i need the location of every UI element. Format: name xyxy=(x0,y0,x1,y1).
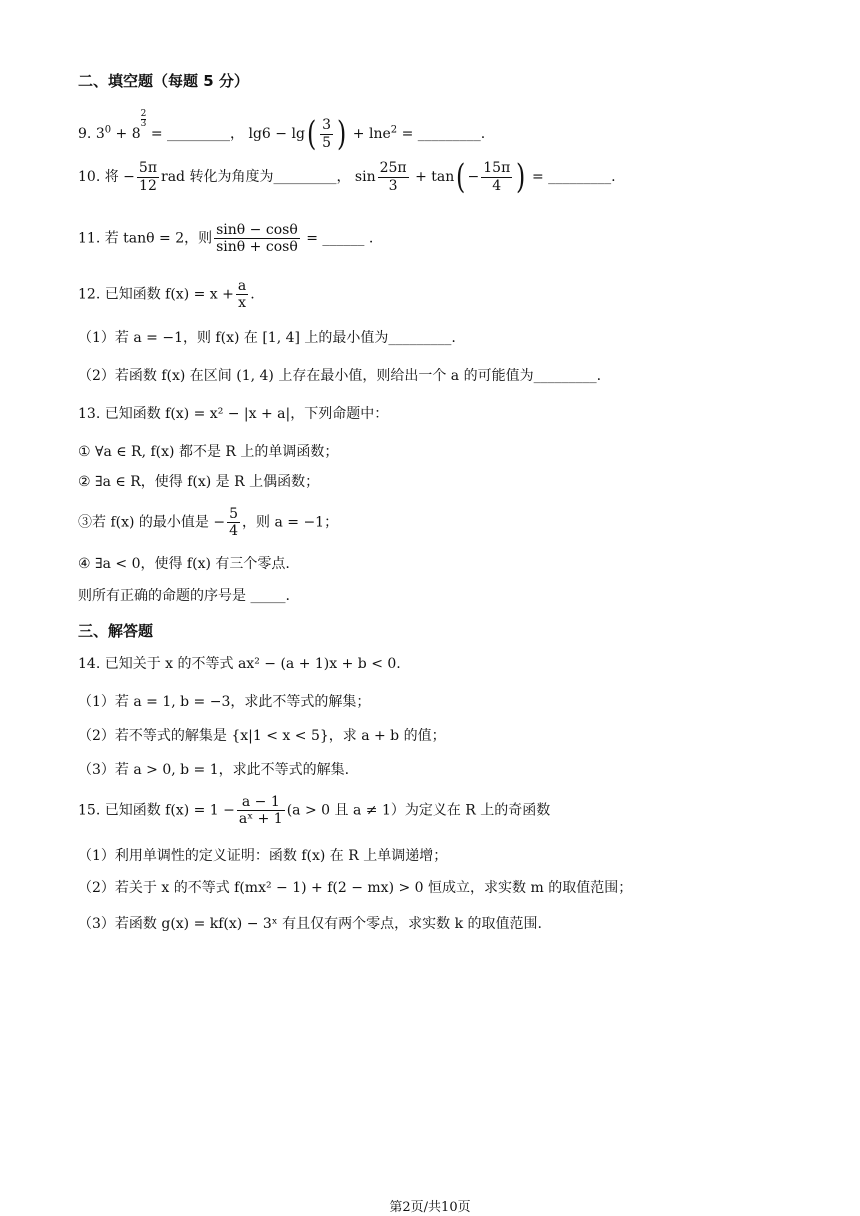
section-heading-answer: 三、解答题 xyxy=(78,622,154,640)
q10-text2: rad 转化为角度为_________， xyxy=(161,169,351,185)
q10-paren-open: ( xyxy=(456,157,466,197)
q15-frac-den: aˣ + 1 xyxy=(238,811,283,828)
q9-number: 9. xyxy=(78,126,92,142)
q10-text6: = _________. xyxy=(527,169,616,185)
q15-part-3: （3）若函数 g(x) = kf(x) − 3ˣ 有且仅有两个零点，求实数 k 的取值范围. xyxy=(78,916,543,932)
q10-text5: − xyxy=(467,169,480,185)
q9-expr2c: = _________. xyxy=(397,126,486,142)
q15-fraction xyxy=(237,794,285,827)
q13-choice-2: ② ∃a ∈ R，使得 f(x) 是 R 上偶函数； xyxy=(78,474,320,490)
q9-frac-den: 5 xyxy=(322,134,332,151)
question-10 xyxy=(78,157,616,197)
q10-fraction-2 xyxy=(378,160,409,193)
q12-stem2: . xyxy=(250,286,255,303)
q13-choice-4: ④ ∃a < 0，使得 f(x) 有三个零点. xyxy=(78,556,290,572)
question-9 xyxy=(78,109,486,154)
q9-exp-num: 2 xyxy=(140,109,147,119)
q9-expr2a: lg6 − lg xyxy=(248,126,305,142)
q9-fraction xyxy=(320,117,333,150)
q13-frac-num: 5 xyxy=(229,506,239,522)
q9-exp0: 0 xyxy=(104,124,112,136)
q10-paren-close: ) xyxy=(516,157,526,197)
q11-text2: = ______ . xyxy=(301,230,374,247)
q15-part-1: （1）利用单调性的定义证明：函数 f(x) 在 R 上单调递增； xyxy=(78,848,448,864)
question-15-stem xyxy=(78,794,550,827)
q10-frac3-den: 4 xyxy=(492,177,502,194)
q9-exp-den: 3 xyxy=(140,119,147,129)
q10-frac3-num: 15π xyxy=(483,160,511,177)
q13-tail: 则所有正确的命题的序号是 _____. xyxy=(78,588,290,604)
q13-frac-den: 4 xyxy=(229,523,239,540)
question-13-stem: 13. 已知函数 f(x) = x² − |x + a|，下列命题中： xyxy=(78,406,389,422)
q14-part-1: （1）若 a = 1, b = −3，求此不等式的解集； xyxy=(78,694,371,710)
q13-choice-3 xyxy=(78,506,338,539)
q11-frac-den: sinθ + cosθ xyxy=(216,239,298,256)
q11-fraction xyxy=(214,222,300,255)
q12-stem1: 12. 已知函数 f(x) = x + xyxy=(78,286,234,303)
q10-text3: sin xyxy=(354,169,376,185)
q10-text4: + tan xyxy=(410,169,455,185)
q15-stem1: 15. 已知函数 f(x) = 1 − xyxy=(78,802,235,819)
section-heading-fill-blank: 二、填空题（每题 5 分） xyxy=(78,72,249,90)
q10-fraction-1 xyxy=(137,160,159,193)
q9-expr2b: + lne xyxy=(348,126,391,142)
q12-part-2: （2）若函数 f(x) 在区间 (1, 4) 上存在最小值，则给出一个 a 的可能值为_________. xyxy=(78,368,602,384)
q12-frac-den: x xyxy=(238,295,246,312)
q14-part-3: （3）若 a > 0, b = 1，求此不等式的解集. xyxy=(78,762,350,778)
q13-choice-1: ① ∀a ∈ R, f(x) 都不是 R 上的单调函数； xyxy=(78,444,339,460)
q15-part-2: （2）若关于 x 的不等式 f(mx² − 1) + f(2 − mx) > 0 恒成立，求实数 m 的取值范围； xyxy=(78,880,633,896)
q10-frac1-num: 5π xyxy=(138,160,158,177)
q14-part-2: （2）若不等式的解集是 {x|1 < x < 5}，求 a + b 的值； xyxy=(78,728,446,744)
q9-exp2: 2 xyxy=(390,124,398,136)
q12-part-1: （1）若 a = −1，则 f(x) 在 [1, 4] 上的最小值为_________. xyxy=(78,330,456,346)
q11-text1: 11. 若 tanθ = 2，则 xyxy=(78,230,213,247)
q13-c3a: ③若 f(x) 的最小值是 − xyxy=(78,514,226,531)
q15-frac-num: a − 1 xyxy=(237,794,285,811)
q10-text1: 10. 将 − xyxy=(78,169,135,185)
q13-fraction xyxy=(227,506,240,539)
page-footer: 第2页/共10页 xyxy=(389,1200,471,1215)
q9-frac-num: 3 xyxy=(322,117,332,134)
q15-stem2: (a > 0 且 a ≠ 1）为定义在 R 上的奇函数 xyxy=(286,802,551,819)
q10-frac1-den: 12 xyxy=(139,177,157,194)
q12-fraction xyxy=(236,278,248,311)
q10-frac2-num: 25π xyxy=(379,160,407,177)
question-12-stem xyxy=(78,278,255,311)
q9-paren-close: ) xyxy=(337,114,347,154)
q9-expr1c: = _________， xyxy=(146,126,245,142)
q9-paren-open: ( xyxy=(306,114,317,154)
q10-fraction-3 xyxy=(481,160,512,193)
q10-frac2-den: 3 xyxy=(388,177,398,194)
q12-frac-num: a xyxy=(237,278,247,294)
q11-frac-num: sinθ − cosθ xyxy=(216,222,298,238)
q13-c3b: ，则 a = −1； xyxy=(242,514,339,531)
q9-expr1b: + 8 xyxy=(111,126,141,142)
question-11 xyxy=(78,222,373,255)
question-14-stem: 14. 已知关于 x 的不等式 ax² − (a + 1)x + b < 0. xyxy=(78,656,401,672)
q9-expr1a: 3 xyxy=(95,126,105,142)
